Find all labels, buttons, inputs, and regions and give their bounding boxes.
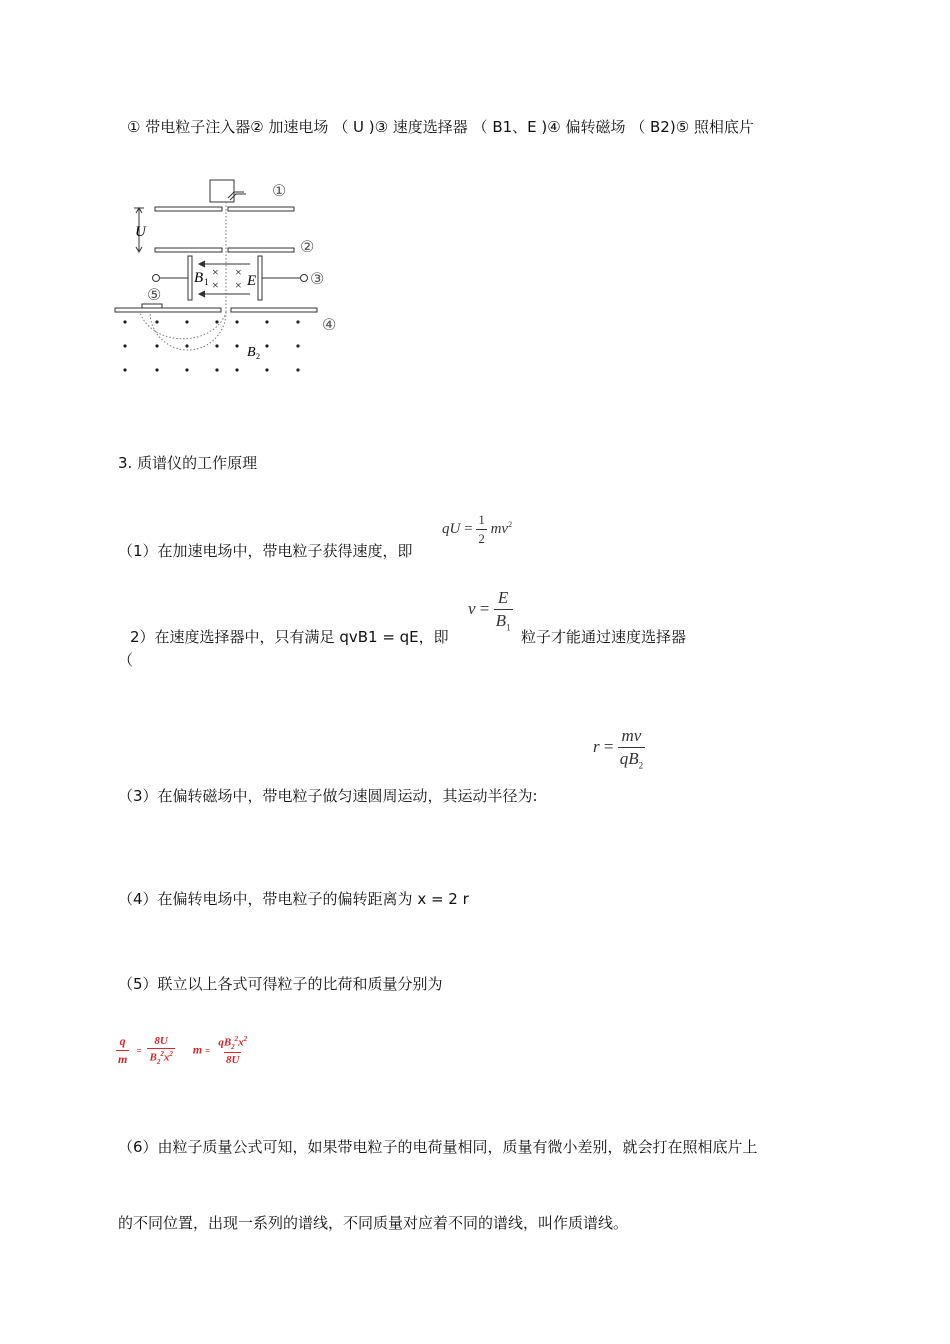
b1-subscript: 1 bbox=[204, 277, 209, 287]
intro-line: ① 带电粒子注入器② 加速电场 （ U )③ 速度选择器 （ B1、E )④ 偏转磁场 （ B2)⑤ 照相底片 bbox=[127, 118, 754, 136]
label-deflector: ④ bbox=[322, 317, 337, 334]
e-label: E bbox=[247, 273, 257, 289]
section-heading: 3. 质谱仪的工作原理 bbox=[118, 454, 258, 472]
injector-nozzle bbox=[228, 192, 246, 200]
formula-charge-mass: $\frac{q}{m}$ = $\frac{8U}{B_2^2x^2}$ m = $\frac{qB_2^2x^2}{8U}$ bbox=[118, 1034, 248, 1066]
item-2-text-a: 2）在速度选择器中，只有满足 qvB1 = qE，即 bbox=[130, 628, 449, 646]
b2-field-dots bbox=[123, 320, 299, 371]
photo-plate bbox=[142, 304, 162, 308]
formula-radius: r = $\frac{mv}{qB_2}$ bbox=[593, 726, 644, 771]
bottom-plate-right bbox=[231, 308, 317, 312]
voltage-label: U bbox=[135, 224, 146, 240]
selector-plate-left bbox=[188, 256, 192, 300]
label-injector: ① bbox=[272, 183, 287, 200]
cross-mark: × bbox=[235, 265, 242, 279]
b2-subscript: 2 bbox=[256, 352, 260, 361]
middle-plate-left bbox=[155, 248, 222, 252]
item-2-text-b: 粒子才能通过速度选择器 bbox=[521, 628, 687, 646]
trajectory-inner bbox=[150, 312, 226, 350]
b2-label: B bbox=[247, 345, 256, 360]
injector-box bbox=[210, 180, 234, 202]
selector-plate-right bbox=[258, 256, 262, 300]
item-4-text: （4）在偏转电场中，带电粒子的偏转距离为 x = 2 r bbox=[118, 890, 469, 908]
b1-label: B bbox=[194, 270, 204, 286]
top-plate-left bbox=[155, 207, 222, 211]
label-film: ⑤ bbox=[147, 287, 162, 304]
cross-mark: × bbox=[212, 265, 219, 279]
cross-mark: × bbox=[212, 278, 219, 292]
item-5-text: （5）联立以上各式可得粒子的比荷和质量分别为 bbox=[118, 975, 443, 993]
top-plate-right bbox=[228, 207, 294, 211]
terminal-left bbox=[153, 275, 160, 282]
bottom-plate-left bbox=[115, 308, 221, 312]
mass-spectrometer-diagram bbox=[110, 172, 350, 382]
terminal-right bbox=[301, 275, 308, 282]
formula-velocity: v = $\frac{E}{B_1}$ bbox=[468, 588, 511, 633]
item-1-text: （1）在加速电场中，带电粒子获得速度，即 bbox=[118, 542, 413, 560]
formula-kinetic-energy: qU = $\frac{1}{2}$ $mv^2$ bbox=[442, 512, 513, 546]
cross-mark: × bbox=[235, 278, 242, 292]
item-3-text: （3）在偏转磁场中，带电粒子做匀速圆周运动，其运动半径为: bbox=[118, 787, 538, 805]
label-accelerator: ② bbox=[300, 239, 315, 256]
item-2-paren: （ bbox=[118, 651, 134, 669]
middle-plate-right bbox=[228, 248, 294, 252]
item-6-line-1: （6）由粒子质量公式可知，如果带电粒子的电荷量相同，质量有微小差别，就会打在照相底片上 bbox=[118, 1138, 758, 1156]
item-6-line-2: 的不同位置，出现一系列的谱线，不同质量对应着不同的谱线，叫作质谱线。 bbox=[118, 1214, 629, 1232]
label-selector: ③ bbox=[310, 271, 325, 288]
